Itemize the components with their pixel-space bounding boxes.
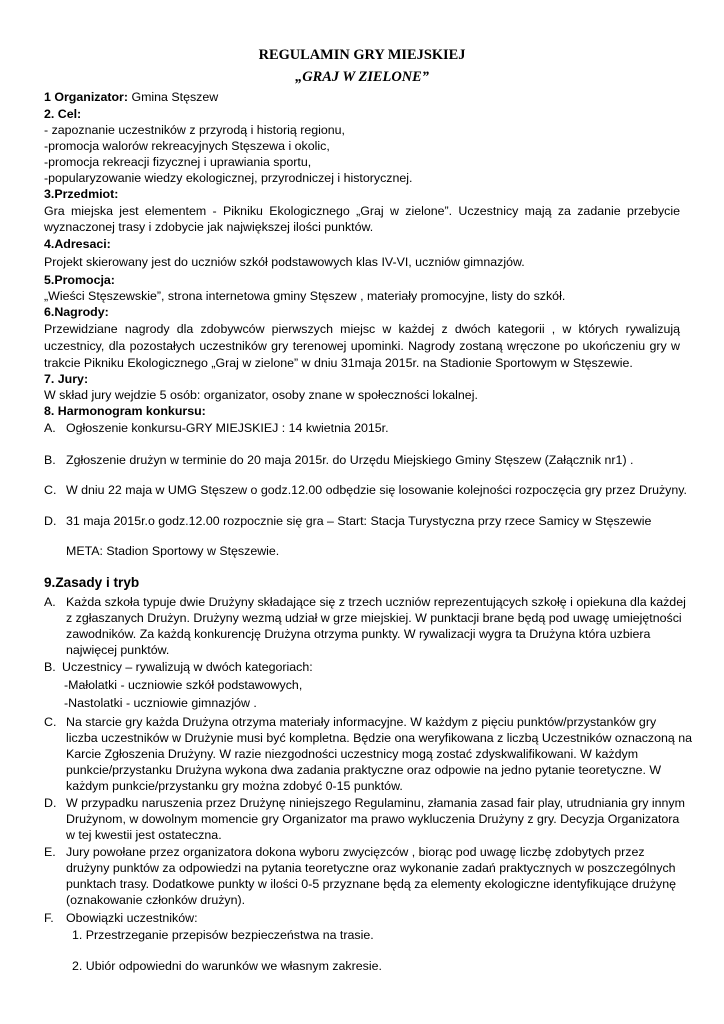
- rule-line: Karcie Zgłoszenia Drużyny. W razie niezgodności uczestnicy mogą zostać zdyskwalifikowani. W każdym: [66, 747, 639, 761]
- rule-line: najwięcej punktów.: [66, 643, 170, 657]
- organizer-value: Gmina Stęszew: [128, 90, 219, 104]
- list-marker: C.: [44, 715, 57, 729]
- rule-line: W przypadku naruszenia przez Drużynę niniejszego Regulaminu, złamania zasad fair play, utrudniania gry innym: [66, 796, 685, 810]
- rule-line: Każda szkoła typuje dwie Drużyny składające się z trzech uczniów reprezentujących szkołę i opiekuna dla każdej: [66, 595, 686, 609]
- section-heading: 8. Harmonogram konkursu:: [44, 404, 206, 418]
- section-heading: 5.Promocja:: [44, 273, 115, 287]
- rule-line: Uczestnicy – rywalizują w dwóch kategoriach:: [62, 660, 313, 674]
- rule-line: Obowiązki uczestników:: [66, 911, 198, 925]
- rule-line: drużyny punktów za odpowiedzi na pytania teoretyczne oraz wykonanie zadań praktycznych w poszczególnych: [66, 861, 676, 875]
- rule-line: z zgłaszanych Drużyn. Drużyny wezmą udział w grze miejskiej. W punktacji brane będą pod uwagę umiejętności: [66, 611, 682, 625]
- schedule-meta: META: Stadion Sportowy w Stęszewie.: [66, 544, 280, 558]
- paragraph-line: „Wieści Stęszewskie”, strona internetowa gminy Stęszew , materiały promocyjne, listy do szkół.: [44, 289, 566, 303]
- section-heading: 6.Nagrody:: [44, 305, 109, 319]
- rule-line: Jury powołane przez organizatora dokona wyboru zwycięzców , biorąc pod uwagę liczbę zdobytych przez: [66, 845, 645, 859]
- section-heading: 9.Zasady i tryb: [44, 575, 140, 590]
- goal-item: -promocja rekreacji fizycznej i uprawiania sportu,: [44, 155, 312, 169]
- duty-item: 2. Ubiór odpowiedni do warunków we własnym zakresie.: [72, 959, 382, 973]
- section-heading: 1 Organizator:: [44, 90, 128, 104]
- section-heading: 2. Cel:: [44, 107, 82, 121]
- rule-line: zawodników. Za każdą konkurencję Drużyna otrzyma punkty. W rywalizacji wygra ta Drużyna która uzbiera: [66, 627, 651, 641]
- rule-line: liczba uczestników w Drużynie musi być kompletna. Będzie ona weryfikowana z liczbą Uczestników oznaczoną na: [66, 731, 693, 745]
- rule-line: -Małolatki - uczniowie szkół podstawowych,: [64, 678, 303, 692]
- section-heading: 3.Przedmiot:: [44, 187, 119, 201]
- document-subtitle: „GRAJ W ZIELONE”: [295, 69, 429, 85]
- section-organizer: [44, 89, 218, 105]
- schedule-item: Ogłoszenie konkursu-GRY MIEJSKIEJ : 14 kwietnia 2015r.: [66, 421, 389, 435]
- rule-line: -Nastolatki - uczniowie gimnazjów .: [64, 696, 257, 710]
- paragraph-line: wyznaczonej trasy i zdobycie jak największej ilości punktów.: [44, 220, 374, 234]
- document-title: REGULAMIN GRY MIEJSKIEJ: [258, 47, 466, 63]
- list-marker: A.: [44, 595, 56, 609]
- section-heading: 7. Jury:: [44, 372, 89, 386]
- list-marker: D.: [44, 514, 57, 528]
- rule-line: w tej kwestii jest ostateczna.: [66, 828, 222, 842]
- schedule-item: W dniu 22 maja w UMG Stęszew o godz.12.00 odbędzie się losowanie kolejności rozpoczęcia gry przez Drużyny.: [66, 483, 687, 497]
- goal-item: -popularyzowanie wiedzy ekologicznej, przyrodniczej i historycznej.: [44, 171, 413, 185]
- list-marker: C.: [44, 483, 57, 497]
- goal-item: -promocja walorów rekreacyjnych Stęszewa i okolic,: [44, 139, 330, 153]
- goal-item: - zapoznanie uczestników z przyrodą i historią regionu,: [44, 123, 345, 137]
- list-marker: E.: [44, 845, 56, 859]
- paragraph-line: Przewidziane nagrody dla zdobywców pierwszych miejsc w każdej z dwóch kategorii , w których rywalizują: [44, 322, 680, 336]
- list-marker: B.: [44, 660, 56, 674]
- paragraph-line: W skład jury wejdzie 5 osób: organizator, osoby znane w społeczności lokalnej.: [44, 388, 478, 402]
- list-marker: A.: [44, 421, 56, 435]
- rule-line: punkcie/przystanku Drużyna wykona dwa zadania praktyczne oraz odpowie na jedno pytanie teoretyczne. W: [66, 763, 662, 777]
- paragraph-line: Gra miejska jest elementem - Pikniku Ekologicznego „Graj w zielone”. Uczestnicy mają za zadanie przebycie: [44, 204, 680, 218]
- section-heading: 4.Adresaci:: [44, 237, 111, 251]
- rule-line: Na starcie gry każda Drużyna otrzyma materiały informacyjne. W każdym z pięciu punktów/przystanków gry: [66, 715, 657, 729]
- rule-line: każdym punkcie/przystanku gry można zdobyć 0-15 punktów.: [66, 779, 403, 793]
- list-marker: F.: [44, 911, 54, 925]
- rule-line: (oznakowanie członków drużyn).: [66, 893, 246, 907]
- schedule-item: 31 maja 2015r.o godz.12.00 rozpocznie się gra – Start: Stacja Turystyczna przy rzece Samicy w Stęszewie: [66, 514, 652, 528]
- duty-item: 1. Przestrzeganie przepisów bezpieczeństwa na trasie.: [72, 928, 374, 942]
- rule-line: punktach trasy. Dodatkowe punkty w ilości 0-5 przyznane będą za elementy ekologiczne identyfikujące drużynę: [66, 877, 676, 891]
- list-marker: D.: [44, 796, 57, 810]
- paragraph-line: uczestnicy, dla pozostałych uczestników gry terenowej upominki. Nagrody zostaną wręczone po ukończeniu gry w: [44, 339, 680, 353]
- list-marker: B.: [44, 453, 56, 467]
- rule-line: Drużynom, w dowolnym momencie gry Organizator ma prawo wykluczenia Drużyny z gry. Decyzja Organizatora: [66, 812, 680, 826]
- paragraph-line: Projekt skierowany jest do uczniów szkół podstawowych klas IV-VI, uczniów gimnazjów.: [44, 255, 525, 269]
- schedule-item: Zgłoszenie drużyn w terminie do 20 maja 2015r. do Urzędu Miejskiego Gminy Stęszew (Załącznik nr1) .: [66, 453, 634, 467]
- paragraph-line: trakcie Pikniku Ekologicznego „Graj w zielone” w dniu 31maja 2015r. na Stadionie Sportowym w Stęszewie.: [44, 356, 633, 370]
